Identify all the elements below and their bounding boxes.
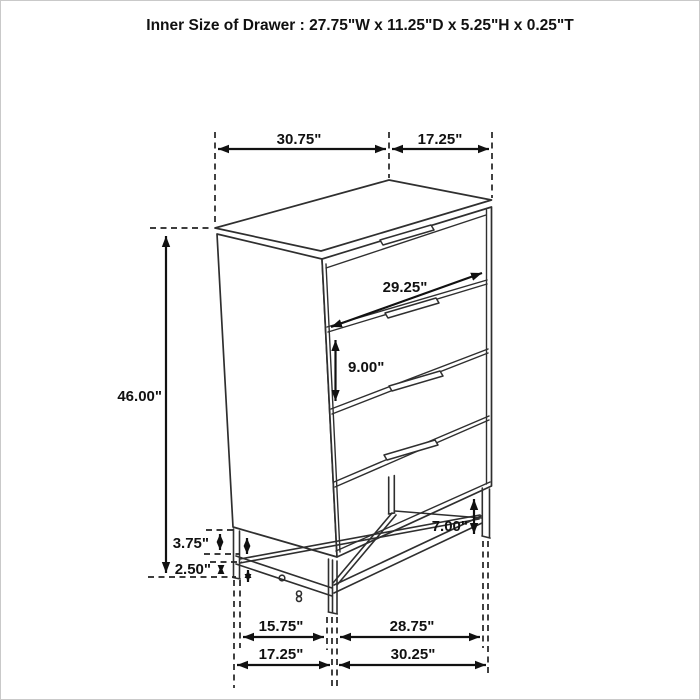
dim-base-side-outer [237,646,330,665]
chest-side-panel [217,234,337,557]
base-side-inner-label: 15.75" [258,618,304,635]
overall-height-label: 46.00" [117,388,162,405]
diagram-title: Inner Size of Drawer : 27.75"W x 11.25"D x 5.25"H x 0.25"T [146,17,574,34]
drawer-height-label: 9.00" [348,359,385,376]
base-upper-gap-label: 3.75" [172,535,209,552]
leg-front-right [482,488,490,538]
base-front-inner-label: 28.75" [389,618,435,635]
drawer-width-label: 29.25" [382,279,428,296]
base-side-outer-label: 17.25" [258,646,304,663]
dim-base-side-inner [243,618,324,637]
dim-base-front-inner [340,618,480,637]
dim-overall-height [117,228,236,577]
top-width-label: 30.75" [276,131,322,148]
dim-top-depth [392,131,489,149]
base-height-label: 7.00" [431,518,468,535]
dim-base-upper-gap [173,530,247,554]
dim-top-width [218,131,386,149]
dim-base-front-outer [339,646,486,665]
top-depth-label: 17.25" [417,131,463,148]
base-front-outer-label: 30.25" [390,646,436,663]
base-lower-gap-label: 2.50" [174,561,211,578]
